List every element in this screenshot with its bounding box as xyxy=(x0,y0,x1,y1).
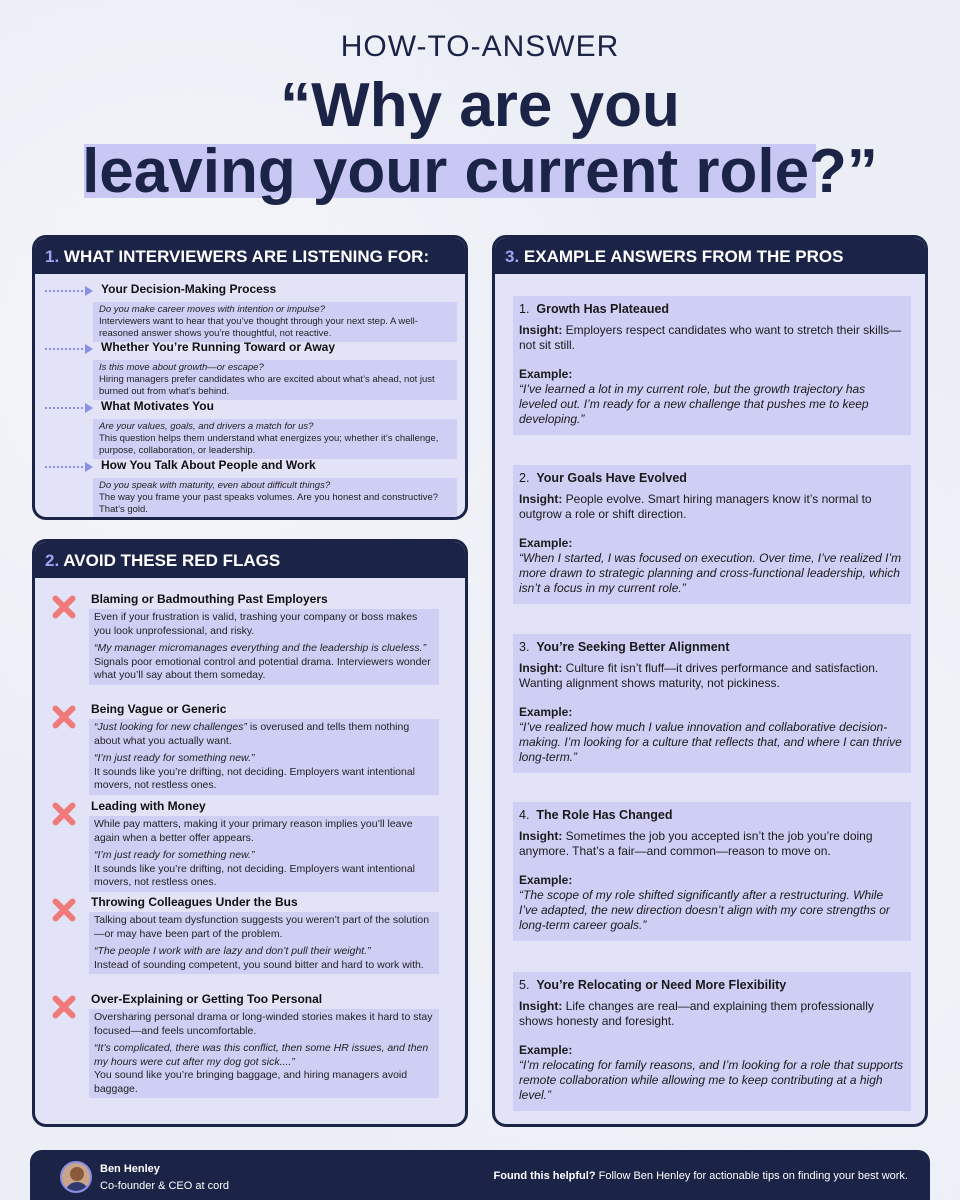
insight-label: Insight: xyxy=(519,492,563,506)
example-title: You’re Relocating or Need More Flexibility xyxy=(536,978,787,992)
examples-panel xyxy=(492,235,928,1127)
kicker: HOW-TO-ANSWER xyxy=(340,30,620,63)
red-flag-quote: “I’m just ready for something new.” xyxy=(94,849,255,861)
example-text: “I’ve learned a lot in my current role, but the growth trajectory has leveled out. I’m ready for a new challenge that pushes me to keep developing.” xyxy=(519,382,869,426)
example-num: 1. xyxy=(519,302,530,316)
title-line-1: “Why are you xyxy=(280,71,680,140)
example-card xyxy=(513,296,911,435)
red-flag-box: Talking about team dysfunction suggests you weren’t part of the solution—or may have been part of the problem. xyxy=(89,912,439,943)
example-text: “I’ve realized how much I value innovation and collaborative decision-making. I’m looking for a culture that reflects that, and where I can thrive long-term.” xyxy=(519,720,902,764)
x-mark-icon xyxy=(51,897,77,923)
example-card xyxy=(513,634,911,773)
example-insight: Life changes are real—and explaining them professionally shows honesty and foresight. xyxy=(519,999,874,1028)
example-insight: Employers respect candidates who want to stretch their skills—not sit still. xyxy=(519,323,902,352)
x-mark-icon xyxy=(51,594,77,620)
insight-label: Insight: xyxy=(519,829,563,843)
example-num: 4. xyxy=(519,808,530,822)
arrow-right-icon xyxy=(45,407,91,409)
footer-cta xyxy=(494,1170,909,1182)
example-title: Growth Has Plateaued xyxy=(536,302,670,316)
example-label: Example: xyxy=(519,367,573,381)
red-flags-num: 2. xyxy=(45,551,60,570)
listening-panel xyxy=(32,235,468,520)
example-title: The Role Has Changed xyxy=(536,808,673,822)
red-flag-title: Over-Explaining or Getting Too Personal xyxy=(91,992,323,1006)
red-flag-quote: “The people I work with are lazy and don’t pull their weight.” xyxy=(94,945,371,957)
example-text: “When I started, I was focused on execution. Over time, I’ve realized I’m more drawn to strategic planning and cross-functional leadership, which isn’t a focus in my current role.” xyxy=(519,551,902,595)
red-flag-quote-box xyxy=(89,750,439,795)
listening-item-box xyxy=(93,302,457,342)
red-flag-title: Leading with Money xyxy=(91,799,206,813)
listening-num: 1. xyxy=(45,247,60,266)
example-label: Example: xyxy=(519,536,573,550)
red-flag-inline-quote: “Just looking for new challenges” xyxy=(94,721,247,733)
footer xyxy=(30,1150,930,1200)
arrow-right-icon xyxy=(45,290,91,292)
red-flag-quote: “It’s complicated, there was this conflict, then some HR issues, and then my hours were cut after my dog got sick....” xyxy=(94,1042,429,1068)
example-text: “I’m relocating for family reasons, and I’m looking for a role that supports remote collaboration while allowing me to keep contributing at a high level.” xyxy=(519,1058,904,1102)
cta-text: Follow Ben Henley for actionable tips on finding your best work. xyxy=(595,1170,908,1182)
red-flag-explain: It sounds like you’re drifting, not deciding. Employers want intentional movers, not restless ones. xyxy=(94,765,416,791)
listening-item-body: This question helps them understand what energizes you; whether it’s challenge, purpose, collaboration, or leadership. xyxy=(99,433,439,456)
x-mark-icon xyxy=(51,801,77,827)
arrow-right-icon xyxy=(45,466,91,468)
red-flag-box xyxy=(89,719,439,750)
insight-label: Insight: xyxy=(519,661,563,675)
red-flag-quote-box xyxy=(89,1040,439,1098)
example-label: Example: xyxy=(519,1043,573,1057)
red-flag-title: Blaming or Badmouthing Past Employers xyxy=(91,592,328,606)
red-flag-box: Oversharing personal drama or long-winded stories makes it hard to stay focused—and feels uncomfortable. xyxy=(89,1009,439,1040)
listening-item-question: Do you speak with maturity, even about difficult things? xyxy=(99,480,331,491)
examples-heading-text: EXAMPLE ANSWERS FROM THE PROS xyxy=(523,247,844,266)
example-title: Your Goals Have Evolved xyxy=(536,471,687,485)
listening-heading xyxy=(35,238,465,274)
red-flag-box-text: is overused and tells them nothing about what you actually want. xyxy=(94,721,410,747)
example-insight: Culture fit isn’t fluff—it drives performance and satisfaction. Wanting alignment shows maturity, not pickiness. xyxy=(519,661,879,690)
red-flag-quote-box xyxy=(89,847,439,892)
example-num: 3. xyxy=(519,640,530,654)
listening-item-box xyxy=(93,478,457,518)
listening-item-title: How You Talk About People and Work xyxy=(101,458,316,472)
red-flag-quote: “I’m just ready for something new.” xyxy=(94,752,255,764)
avatar[interactable] xyxy=(60,1161,92,1193)
listening-item-body: Interviewers want to hear that you’ve thought through your next step. A well-reasoned answer shows you’re thoughtful, not reactive. xyxy=(99,316,418,339)
x-mark-icon xyxy=(51,994,77,1020)
red-flag-title: Being Vague or Generic xyxy=(91,702,227,716)
example-num: 2. xyxy=(519,471,530,485)
insight-label: Insight: xyxy=(519,323,563,337)
example-label: Example: xyxy=(519,705,573,719)
listening-item-body: The way you frame your past speaks volumes. Are you honest and constructive? That’s gold. xyxy=(99,492,439,515)
red-flags-heading-text: AVOID THESE RED FLAGS xyxy=(63,551,281,570)
listening-item-body: Hiring managers prefer candidates who are excited about what’s ahead, not just burned out from what’s behind. xyxy=(99,374,435,397)
red-flag-explain: Signals poor emotional control and potential drama. Interviewers wonder what you’ll say about them someday. xyxy=(94,655,431,681)
red-flag-explain: Instead of sounding competent, you sound bitter and hard to work with. xyxy=(94,958,424,971)
example-card xyxy=(513,972,911,1111)
listening-item-title: Your Decision-Making Process xyxy=(101,282,277,296)
red-flag-quote: “My manager micromanages everything and the leadership is clueless.” xyxy=(94,642,427,654)
x-mark-icon xyxy=(51,704,77,730)
arrow-right-icon xyxy=(45,348,91,350)
example-title: You’re Seeking Better Alignment xyxy=(536,640,730,654)
listening-item-title: Whether You’re Running Toward or Away xyxy=(101,340,336,354)
red-flag-quote-box xyxy=(89,640,439,685)
cta-bold: Found this helpful? xyxy=(493,1170,596,1182)
listening-item-box xyxy=(93,360,457,400)
listening-item-box xyxy=(93,419,457,459)
listening-item-title: What Motivates You xyxy=(101,399,214,413)
author-role: Co-founder & CEO at cord xyxy=(100,1180,230,1192)
title-line-2: leaving your current role?” xyxy=(82,137,878,206)
example-num: 5. xyxy=(519,978,530,992)
red-flags-heading xyxy=(35,542,465,578)
example-label: Example: xyxy=(519,873,573,887)
insight-label: Insight: xyxy=(519,999,563,1013)
listening-item-question: Are your values, goals, and drivers a match for us? xyxy=(99,421,314,432)
red-flag-quote-box xyxy=(89,943,439,974)
example-insight: People evolve. Smart hiring managers know it’s normal to outgrow a role or shift direction. xyxy=(519,492,872,521)
example-card xyxy=(513,802,911,941)
listening-item-question: Do you make career moves with intention or impulse? xyxy=(99,304,325,315)
author-name[interactable]: Ben Henley xyxy=(100,1163,160,1175)
example-card xyxy=(513,465,911,604)
example-text: “The scope of my role shifted significantly after a restructuring. While I’ve adapted, the new direction doesn’t align with my core strengths or long-term career goals.” xyxy=(519,888,890,932)
red-flag-box: While pay matters, making it your primary reason implies you’ll leave again when a better offer appears. xyxy=(89,816,439,847)
listening-item-question: Is this move about growth—or escape? xyxy=(99,362,264,373)
listening-heading-text: WHAT INTERVIEWERS ARE LISTENING FOR: xyxy=(63,247,430,266)
examples-heading xyxy=(495,238,925,274)
example-insight: Sometimes the job you accepted isn’t the job you’re doing anymore. That’s a fair—and common—reason to move on. xyxy=(519,829,873,858)
red-flag-title: Throwing Colleagues Under the Bus xyxy=(91,895,298,909)
examples-num: 3. xyxy=(505,247,520,266)
red-flags-panel xyxy=(32,539,468,1127)
red-flag-box: Even if your frustration is valid, trashing your company or boss makes you look unprofessional, and risky. xyxy=(89,609,439,640)
red-flag-explain: You sound like you’re bringing baggage, and hiring managers avoid baggage. xyxy=(94,1069,408,1095)
red-flag-explain: It sounds like you’re drifting, not deciding. Employers want intentional movers, not restless ones. xyxy=(94,862,416,888)
